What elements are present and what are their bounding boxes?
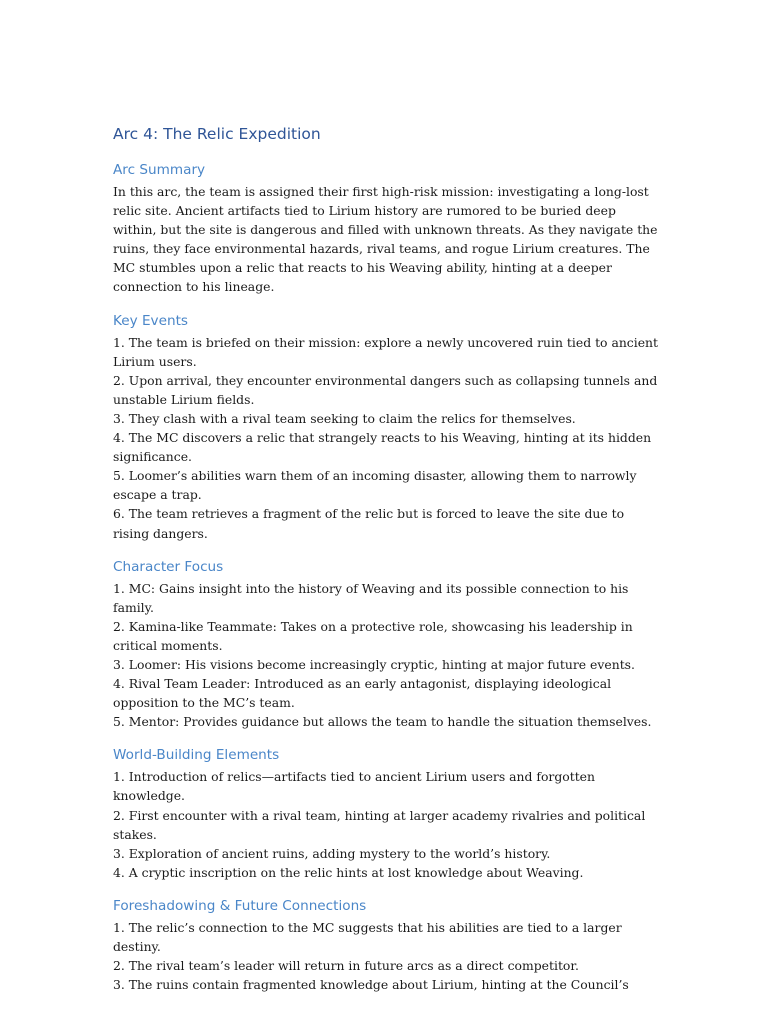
list-item: 5. Mentor: Provides guidance but allows the team to handle the situation themselves. <box>113 714 652 730</box>
section-arc-summary <box>113 160 658 297</box>
section-key-events <box>113 311 658 543</box>
list-item: 1. The team is briefed on their mission: explore a newly uncovered ruin tied to ancient Lirium users. <box>113 334 659 369</box>
world-building-list <box>113 767 658 882</box>
section-heading: Arc Summary <box>113 162 206 178</box>
list-item: 2. The rival team’s leader will return in future arcs as a direct competitor. <box>113 958 579 974</box>
list-item: 4. A cryptic inscription on the relic hints at lost knowledge about Weaving. <box>113 864 584 880</box>
list-item: 3. They clash with a rival team seeking to claim the relics for themselves. <box>113 410 576 426</box>
list-item: 1. MC: Gains insight into the history of Weaving and its possible connection to his family. <box>113 580 629 615</box>
section-heading: Character Focus <box>113 558 224 575</box>
section-character-focus <box>113 557 658 732</box>
list-item: 2. Upon arrival, they encounter environmental dangers such as collapsing tunnels and unstable Lirium fields. <box>113 372 658 407</box>
list-item: 2. Kamina-like Teammate: Takes on a protective role, showcasing his leadership in critical moments. <box>113 618 633 653</box>
section-heading: Key Events <box>113 312 188 329</box>
list-item: 4. The MC discovers a relic that strangely reacts to his Weaving, hinting at its hidden significance. <box>113 430 652 465</box>
section-heading: World-Building Elements <box>113 747 280 764</box>
section-world-building <box>113 745 658 882</box>
summary-paragraph: In this arc, the team is assigned their first high-risk mission: investigating a long-lost relic site. Ancient artifacts tied to Lirium history are rumored to be buried deep within, but the site is dangerous and filled with unknown threats. As they navigate the ruins, they face environmental hazards, rival teams, and rogue Lirium creatures. The MC stumbles upon a relic that reacts to his Weaving ability, hinting at a deeper connection to his lineage. <box>113 184 658 295</box>
list-item: 4. Rival Team Leader: Introduced as an early antagonist, displaying ideological opposition to the MC’s team. <box>113 676 612 711</box>
character-focus-list <box>113 579 658 732</box>
section-foreshadowing <box>113 896 658 994</box>
foreshadowing-list <box>113 918 658 994</box>
list-item: 1. Introduction of relics—artifacts tied to ancient Lirium users and forgotten knowledge. <box>113 769 595 804</box>
list-item: 3. Exploration of ancient ruins, adding mystery to the world’s history. <box>113 845 551 861</box>
list-item: 1. The relic’s connection to the MC suggests that his abilities are tied to a larger destiny. <box>113 919 622 954</box>
document-page <box>113 122 658 1008</box>
list-item: 3. The ruins contain fragmented knowledge about Lirium, hinting at the Council’s <box>113 977 629 993</box>
list-item: 3. Loomer: His visions become increasingly cryptic, hinting at major future events. <box>113 656 635 672</box>
key-events-list <box>113 333 658 543</box>
document-title: Arc 4: The Relic Expedition <box>113 125 321 143</box>
list-item: 2. First encounter with a rival team, hinting at larger academy rivalries and political stakes. <box>113 807 646 842</box>
list-item: 6. The team retrieves a fragment of the relic but is forced to leave the site due to rising dangers. <box>113 506 625 541</box>
list-item: 5. Loomer’s abilities warn them of an incoming disaster, allowing them to narrowly escape a trap. <box>113 468 637 503</box>
section-heading: Foreshadowing & Future Connections <box>113 897 367 914</box>
